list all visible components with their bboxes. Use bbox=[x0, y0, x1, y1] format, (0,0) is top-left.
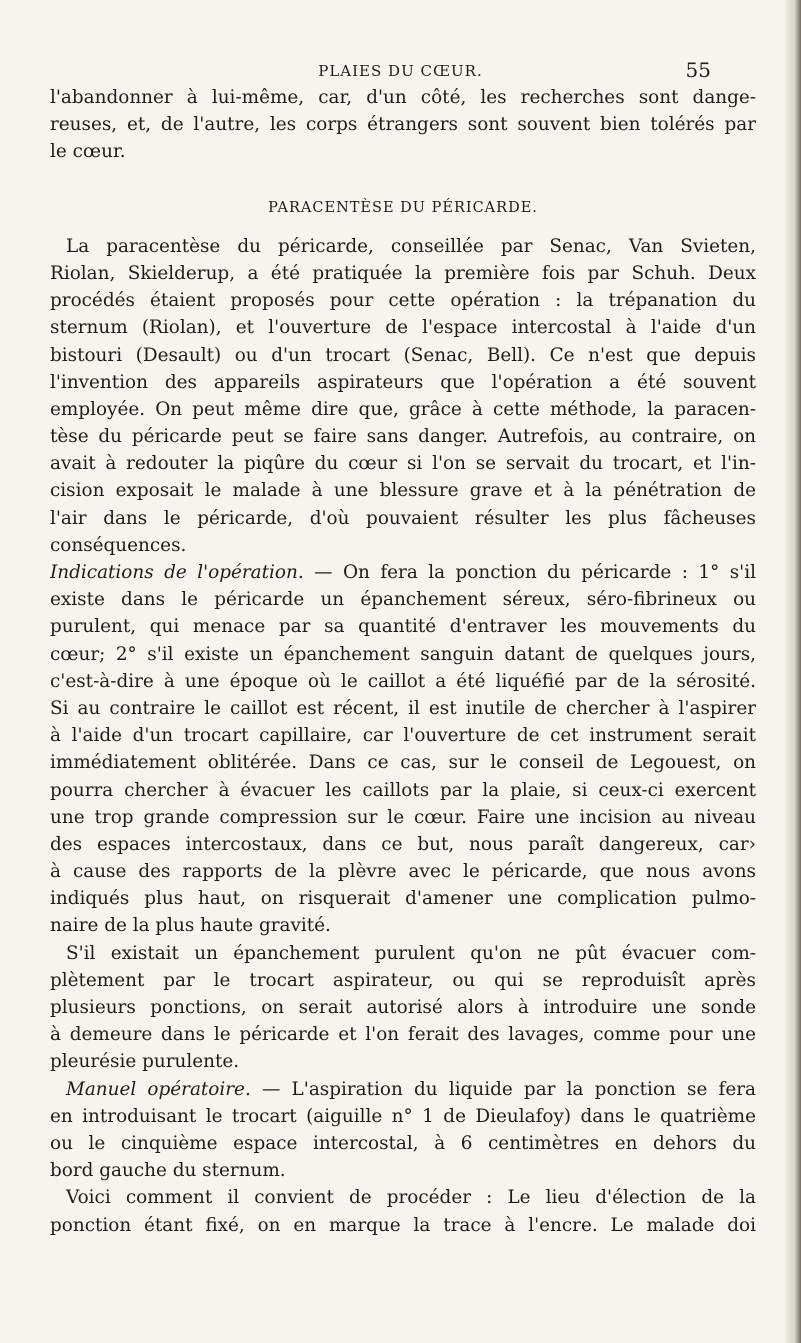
text-line: à cause des rapports de la plèvre avec le péricarde, que nous avons bbox=[50, 861, 756, 883]
text-line: existe dans le péricarde un épanchement séreux, séro-fibrineux ou bbox=[50, 589, 756, 611]
text-line: indiqués plus haut, on risquerait d'amener une complication pulmo- bbox=[50, 888, 756, 910]
text-line: Voici comment il convient de procéder : Le lieu d'élection de la bbox=[66, 1187, 756, 1209]
text-line: des espaces intercostaux, dans ce but, nous paraît dangereux, car› bbox=[50, 833, 756, 855]
running-head: PLAIES DU CŒUR. bbox=[318, 62, 483, 80]
text-line: à l'aide d'un trocart capillaire, car l'ouverture de cet instrument serait bbox=[50, 725, 756, 747]
text-line: S'il existait un épanchement purulent qu'on ne pût évacuer com- bbox=[66, 942, 756, 964]
text-line: reuses, et, de l'autre, les corps étrangers sont souvent bien tolérés par bbox=[50, 114, 756, 136]
text-line: bord gauche du sternum. bbox=[50, 1160, 286, 1182]
text-line: sternum (Riolan), et l'ouverture de l'espace intercostal à l'aide d'un bbox=[50, 317, 756, 339]
text-line-rest: — L'aspiration du liquide par la ponction se fera bbox=[250, 1078, 756, 1100]
text-line: l'abandonner à lui-même, car, d'un côté, les recherches sont dange- bbox=[50, 87, 756, 108]
text-line: immédiatement oblitérée. Dans ce cas, sur le conseil de Legouest, on bbox=[50, 752, 756, 774]
text-line: ou le cinquième espace intercostal, à 6 centimètres en dehors du bbox=[50, 1132, 756, 1154]
text-line: procédés étaient proposés pour cette opération : la trépanation du bbox=[50, 290, 756, 312]
text-line: pourra chercher à évacuer les caillots par la plaie, si ceux-ci exercent bbox=[50, 779, 756, 801]
text-line: Riolan, Skielderup, a été pratiquée la première fois par Schuh. Deux bbox=[50, 262, 756, 284]
text-line: c'est-à-dire à une époque où le caillot a été liquéfié par de la sérosité. bbox=[50, 670, 756, 692]
text-line: pleurésie purulente. bbox=[50, 1051, 240, 1073]
text-line: ponction étant fixé, on en marque la trace à l'encre. Le malade doi bbox=[50, 1214, 756, 1236]
text-line: La paracentèse du péricarde, conseillée par Senac, Van Svieten, bbox=[66, 235, 756, 257]
text-line: l'invention des appareils aspirateurs que l'opération a été souvent bbox=[50, 371, 756, 393]
body-text bbox=[50, 84, 756, 1239]
text-line-rest: — On fera la ponction du péricarde : 1° s'il bbox=[303, 562, 756, 583]
text-line: conséquences. bbox=[50, 534, 187, 556]
text-line bbox=[50, 559, 756, 586]
text-line: Si au contraire le caillot est récent, il est inutile de chercher à l'aspirer bbox=[50, 697, 756, 719]
text-line: en introduisant le trocart (aiguille n° 1 de Dieulafoy) dans le quatrième bbox=[50, 1105, 756, 1127]
text-line: plusieurs ponctions, on serait autorisé alors à introduire une sonde bbox=[50, 997, 756, 1018]
text-line: le cœur. bbox=[50, 141, 126, 163]
page-header bbox=[0, 58, 801, 82]
section-title: PARACENTÈSE DU PÉRICARDE. bbox=[268, 199, 538, 216]
text-line: naire de la plus haute gravité. bbox=[50, 915, 331, 937]
page-edge-shadow bbox=[785, 0, 801, 1343]
text-line: avait à redouter la piqûre du cœur si l'on se servait du trocart, et l'in- bbox=[50, 453, 756, 475]
text-line: bistouri (Desault) ou d'un trocart (Senac, Bell). Ce n'est que depuis bbox=[50, 344, 756, 366]
text-line: une trop grande compression sur le cœur. Faire une incision au niveau bbox=[50, 806, 756, 828]
text-line: purulent, qui menace par sa quantité d'entraver les mouvements du bbox=[50, 616, 756, 638]
text-line: cœur; 2° s'il existe un épanchement sanguin datant de quelques jours, bbox=[50, 643, 756, 665]
text-line: tèse du péricarde peut se faire sans danger. Autrefois, au contraire, on bbox=[50, 426, 756, 448]
text-line: l'air dans le péricarde, d'où pouvaient résulter les plus fâcheuses bbox=[50, 507, 756, 529]
text-line: employée. On peut même dire que, grâce à cette méthode, la paracen- bbox=[50, 398, 756, 420]
page-number: 55 bbox=[685, 58, 711, 82]
paragraph-heading: Indications de l'opération. bbox=[50, 562, 304, 583]
text-line: plètement par le trocart aspirateur, ou qui se reproduisît après bbox=[50, 969, 756, 991]
text-line: cision exposait le malade à une blessure grave et à la pénétration de bbox=[50, 480, 756, 502]
text-line: à demeure dans le péricarde et l'on ferait des lavages, comme pour une bbox=[50, 1024, 756, 1046]
text-line bbox=[50, 1076, 756, 1103]
paragraph-heading: Manuel opératoire. bbox=[66, 1078, 251, 1100]
